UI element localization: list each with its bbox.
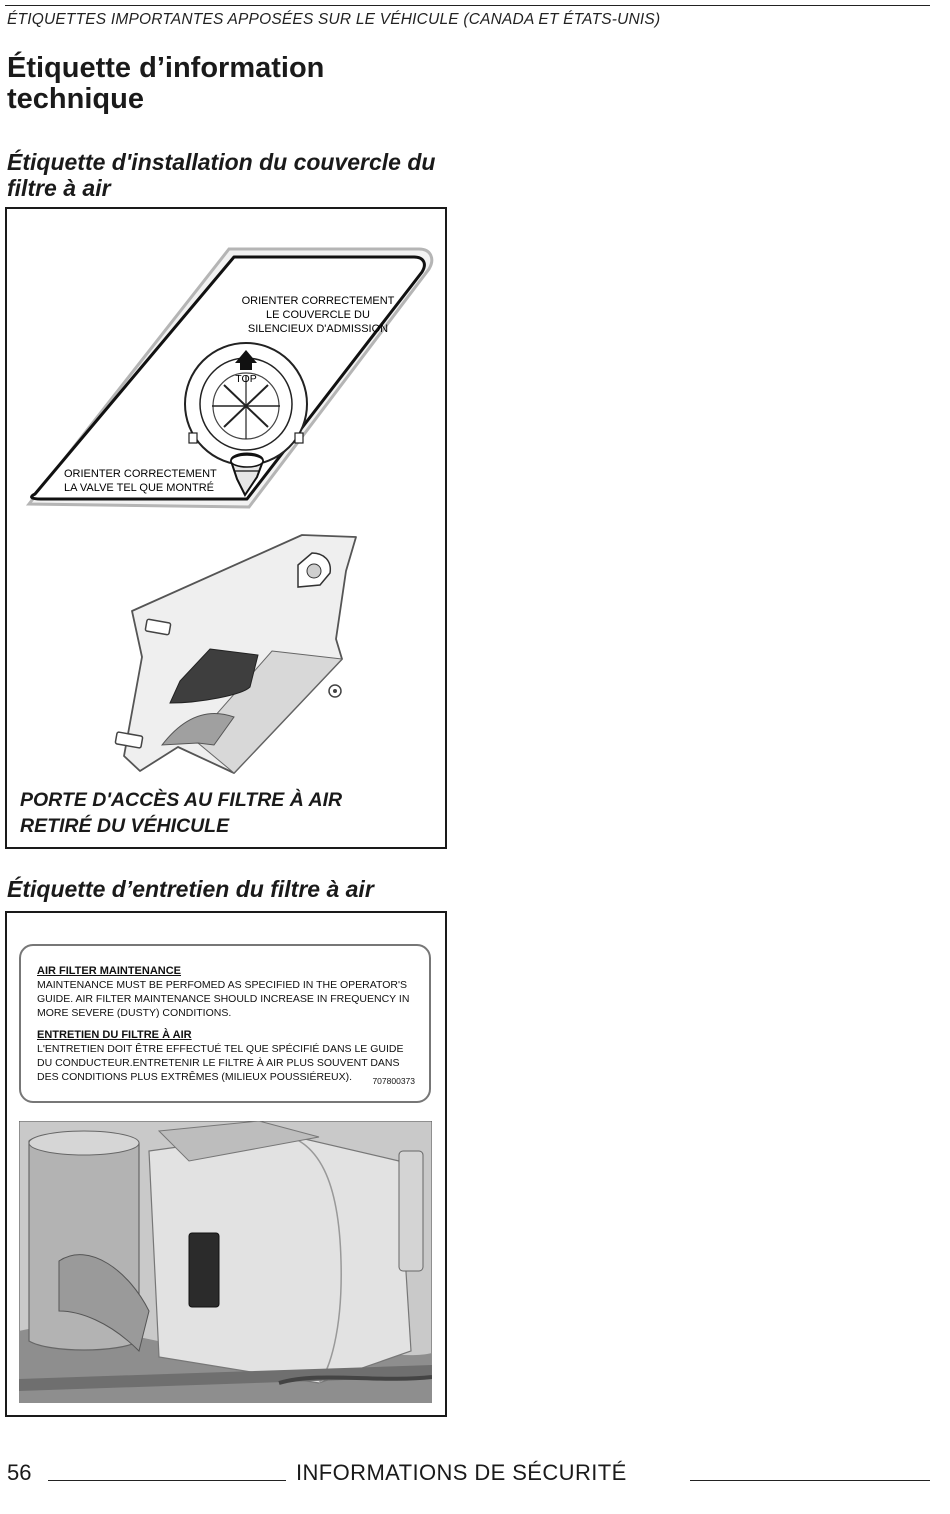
figure-install-label — [5, 207, 447, 849]
label-top-line3: SILENCIEUX D'ADMISSION — [247, 323, 389, 335]
door-knob-icon — [307, 564, 321, 578]
fr-line2: DU CONDUCTEUR.ENTRETENIR LE FILTRE À AIR PLUS SOUVENT DANS — [37, 1057, 400, 1069]
footer-rule-right — [690, 1480, 930, 1481]
footer-section-title: INFORMATIONS DE SÉCURITÉ — [296, 1460, 627, 1485]
figure-maintenance-label — [5, 911, 447, 1417]
page-title: Étiquette d’information technique — [7, 52, 325, 115]
section-title-maintenance: Étiquette d’entretien du filtre à air — [7, 876, 374, 902]
fr-heading: ENTRETIEN DU FILTRE À AIR — [37, 1029, 192, 1041]
part-number: 707800373 — [372, 1076, 415, 1086]
section-title-install: Étiquette d'installation du couvercle du filtre à air — [7, 149, 436, 201]
footer-rule-left — [48, 1480, 286, 1481]
fr-line1: L'ENTRETIEN DOIT ÊTRE EFFECTUÉ TEL QUE SPÉCIFIÉ DANS LE GUIDE — [37, 1043, 404, 1055]
en-line2: GUIDE. AIR FILTER MAINTENANCE SHOULD INCREASE IN FREQUENCY IN — [37, 993, 410, 1005]
cover-install-label-illustration — [19, 239, 439, 509]
figure-caption — [20, 787, 342, 839]
caption-line2: RETIRÉ DU VÉHICULE — [20, 815, 230, 837]
access-door-illustration — [102, 531, 367, 776]
filter-indicator-window — [189, 1233, 219, 1307]
label-bottom-line2: LA VALVE TEL QUE MONTRÉ — [64, 482, 214, 494]
running-header: ÉTIQUETTES IMPORTANTES APPOSÉES SUR LE VÉHICULE (CANADA ET ÉTATS-UNIS) — [7, 11, 661, 28]
maintenance-label — [19, 944, 431, 1103]
label-top-marker: TOP — [235, 373, 257, 385]
label-bottom-line1: ORIENTER CORRECTEMENT — [64, 468, 217, 480]
en-heading: AIR FILTER MAINTENANCE — [37, 965, 182, 977]
page-number: 56 — [7, 1460, 32, 1485]
header-rule — [5, 5, 930, 6]
en-line1: MAINTENANCE MUST BE PERFOMED AS SPECIFIED IN THE OPERATOR'S — [37, 979, 407, 991]
caption-line1: PORTE D'ACCÈS AU FILTRE À AIR — [20, 789, 343, 811]
label-top-line1: ORIENTER CORRECTEMENT — [241, 295, 395, 307]
fr-line3: DES CONDITIONS PLUS EXTRÊMES (MILIEUX POUSSIÉREUX). — [37, 1071, 353, 1083]
air-filter-housing-photo — [19, 1121, 432, 1403]
label-top-line2: LE COUVERCLE DU — [266, 309, 370, 321]
en-line3: MORE SEVERE (DUSTY) CONDITIONS. — [37, 1007, 232, 1019]
